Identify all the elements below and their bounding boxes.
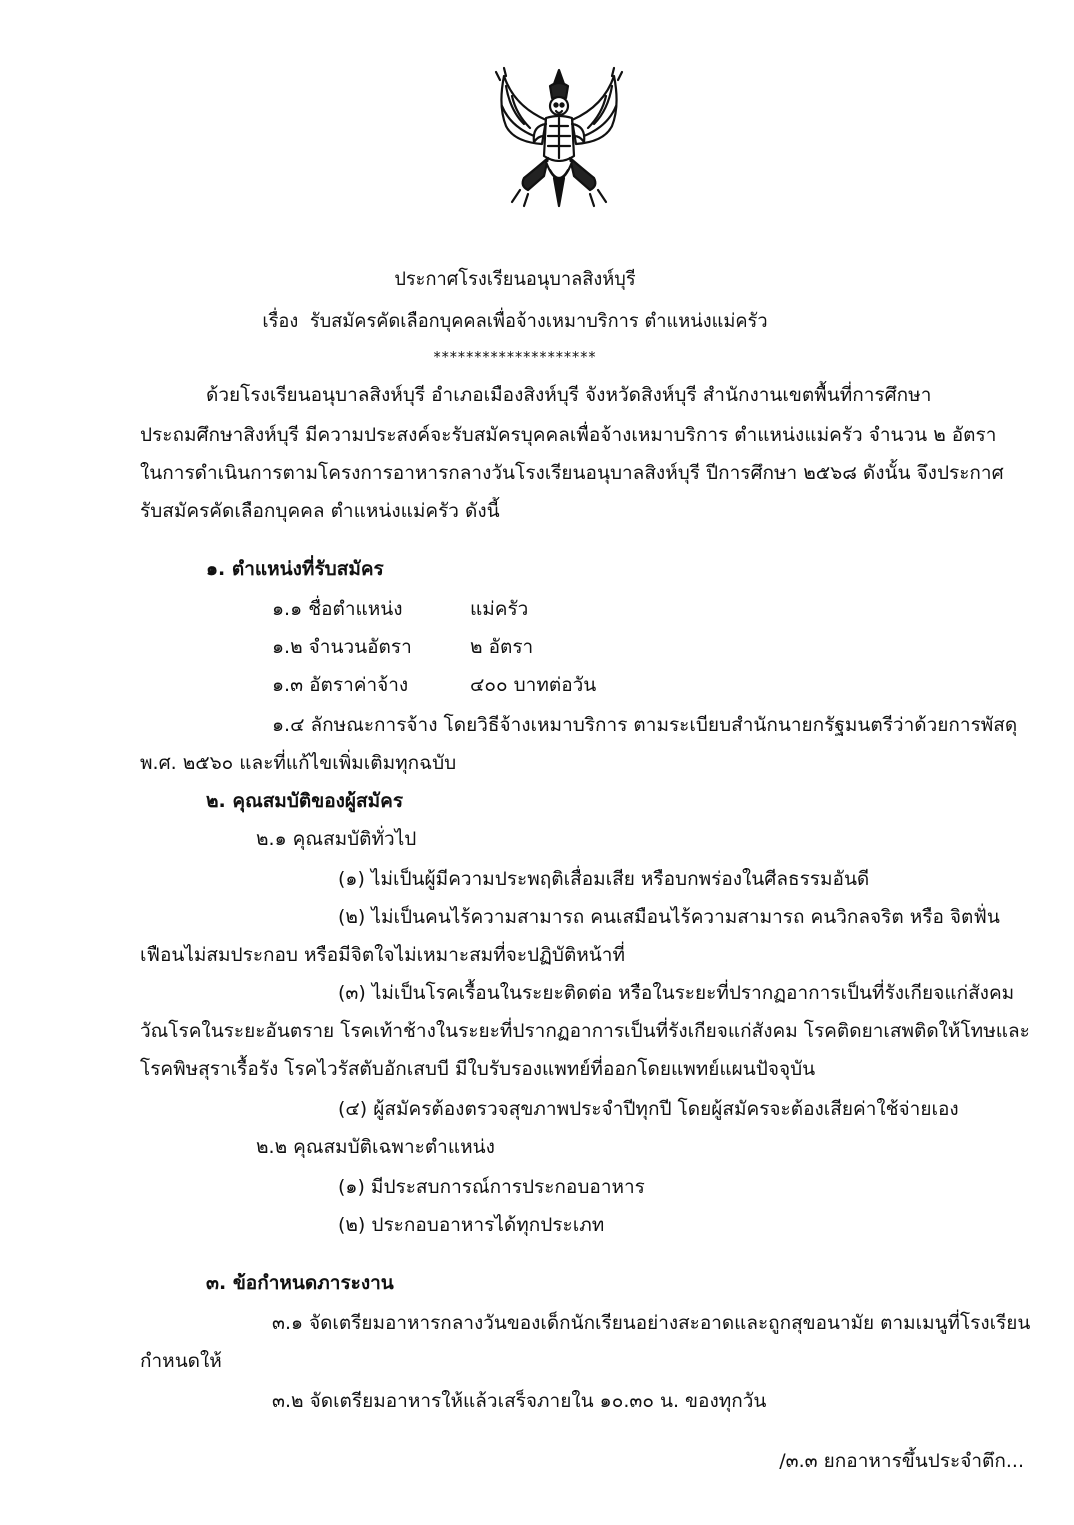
item-3-1-line-2: กำหนดให้ [140, 1350, 222, 1372]
item-1-4-line-2: พ.ศ. ๒๕๖๐ และที่แก้ไขเพิ่มเติมทุกฉบับ [140, 752, 457, 774]
continuation-note: /๓.๓ ยกอาหารขึ้นประจำตึก... [779, 1450, 1024, 1472]
specific-qual-2: (๒) ประกอบอาหารได้ทุกประเภท [338, 1214, 605, 1236]
general-qual-3-line-3: โรคพิษสุราเรื้อรัง โรคไวรัสตับอักเสบบี มีใบรับรองแพทย์ที่ออกโดยแพทย์แผนปัจจุบัน [140, 1058, 816, 1080]
subject-text: รับสมัครคัดเลือกบุคคลเพื่อจ้างเหมาบริการ ตำแหน่งแม่ครัว [309, 310, 768, 332]
item-3-1-line-1: ๓.๑ จัดเตรียมอาหารกลางวันของเด็กนักเรียนอย่างสะอาดและถูกสุขอนามัย ตามเมนูที่โรงเรียน [272, 1312, 1031, 1334]
subject-prefix: เรื่อง [262, 310, 299, 332]
section-1-heading: ๑. ตำแหน่งที่รับสมัคร [206, 558, 384, 580]
general-qual-3-line-2: วัณโรคในระยะอันตราย โรคเท้าช้างในระยะที่ปรากฏอาการเป็นที่รังเกียจแก่สังคม โรคติดยาเสพติดให้โทษและ [140, 1020, 1030, 1042]
item-1-3-label: ๑.๓ อัตราค่าจ้าง [272, 674, 409, 696]
item-3-2: ๓.๒ จัดเตรียมอาหารให้แล้วเสร็จภายใน ๑๐.๓๐ น. ของทุกวัน [272, 1390, 767, 1412]
general-qual-3-line-1: (๓) ไม่เป็นโรคเรื้อนในระยะติดต่อ หรือในระยะที่ปรากฏอาการเป็นที่รังเกียจแก่สังคม [338, 982, 1015, 1004]
general-qual-2-line-1: (๒) ไม่เป็นคนไร้ความสามารถ คนเสมือนไร้ความสามารถ คนวิกลจริต หรือ จิตฟั่น [338, 906, 1000, 928]
intro-line-2: ประถมศึกษาสิงห์บุรี มีความประสงค์จะรับสมัครบุคคลเพื่อจ้างเหมาบริการ ตำแหน่งแม่ครัว จำนวน ๒ อัตรา [140, 424, 997, 446]
intro-line-1: ด้วยโรงเรียนอนุบาลสิงห์บุรี อำเภอเมืองสิงห์บุรี จังหวัดสิงห์บุรี สำนักงานเขตพื้นที่การศึกษา [206, 384, 932, 406]
announcement-subject [0, 308, 1030, 334]
stars-divider: ******************** [433, 348, 597, 366]
section-2-heading: ๒. คุณสมบัติของผู้สมัคร [206, 790, 404, 812]
specific-qual-1: (๑) มีประสบการณ์การประกอบอาหาร [338, 1176, 645, 1198]
general-qual-4: (๔) ผู้สมัครต้องตรวจสุขภาพประจำปีทุกปี โดยผู้สมัครจะต้องเสียค่าใช้จ่ายเอง [338, 1098, 959, 1120]
announcement-title: ประกาศโรงเรียนอนุบาลสิงห์บุรี [394, 268, 636, 290]
item-1-4-line-1: ๑.๔ ลักษณะการจ้าง โดยวิธีจ้างเหมาบริการ ตามระเบียบสำนักนายกรัฐมนตรีว่าด้วยการพัสดุ [272, 714, 1018, 736]
section-3-heading: ๓. ข้อกำหนดภาระงาน [206, 1272, 394, 1294]
general-qual-2-line-2: เฟือนไม่สมประกอบ หรือมีจิตใจไม่เหมาะสมที่จะปฏิบัติหน้าที่ [140, 944, 625, 966]
garuda-emblem-icon [484, 66, 634, 216]
item-1-3-value: ๔๐๐ บาทต่อวัน [470, 674, 597, 696]
general-qual-1: (๑) ไม่เป็นผู้มีความประพฤติเสื่อมเสีย หรือบกพร่องในศีลธรรมอันดี [338, 868, 870, 890]
intro-line-4: รับสมัครคัดเลือกบุคคล ตำแหน่งแม่ครัว ดังนี้ [140, 500, 500, 522]
sub-2-1-heading: ๒.๑ คุณสมบัติทั่วไป [256, 828, 417, 850]
intro-line-3: ในการดำเนินการตามโครงการอาหารกลางวันโรงเรียนอนุบาลสิงห์บุรี ปีการศึกษา ๒๕๖๘ ดังนั้น จึงประกาศ [140, 462, 1004, 484]
item-1-2-value: ๒ อัตรา [470, 636, 534, 658]
sub-2-2-heading: ๒.๒ คุณสมบัติเฉพาะตำแหน่ง [256, 1136, 495, 1158]
item-1-2-label: ๑.๒ จำนวนอัตรา [272, 636, 412, 658]
item-1-1-label: ๑.๑ ชื่อตำแหน่ง [272, 598, 403, 620]
item-1-1-value: แม่ครัว [470, 598, 529, 620]
